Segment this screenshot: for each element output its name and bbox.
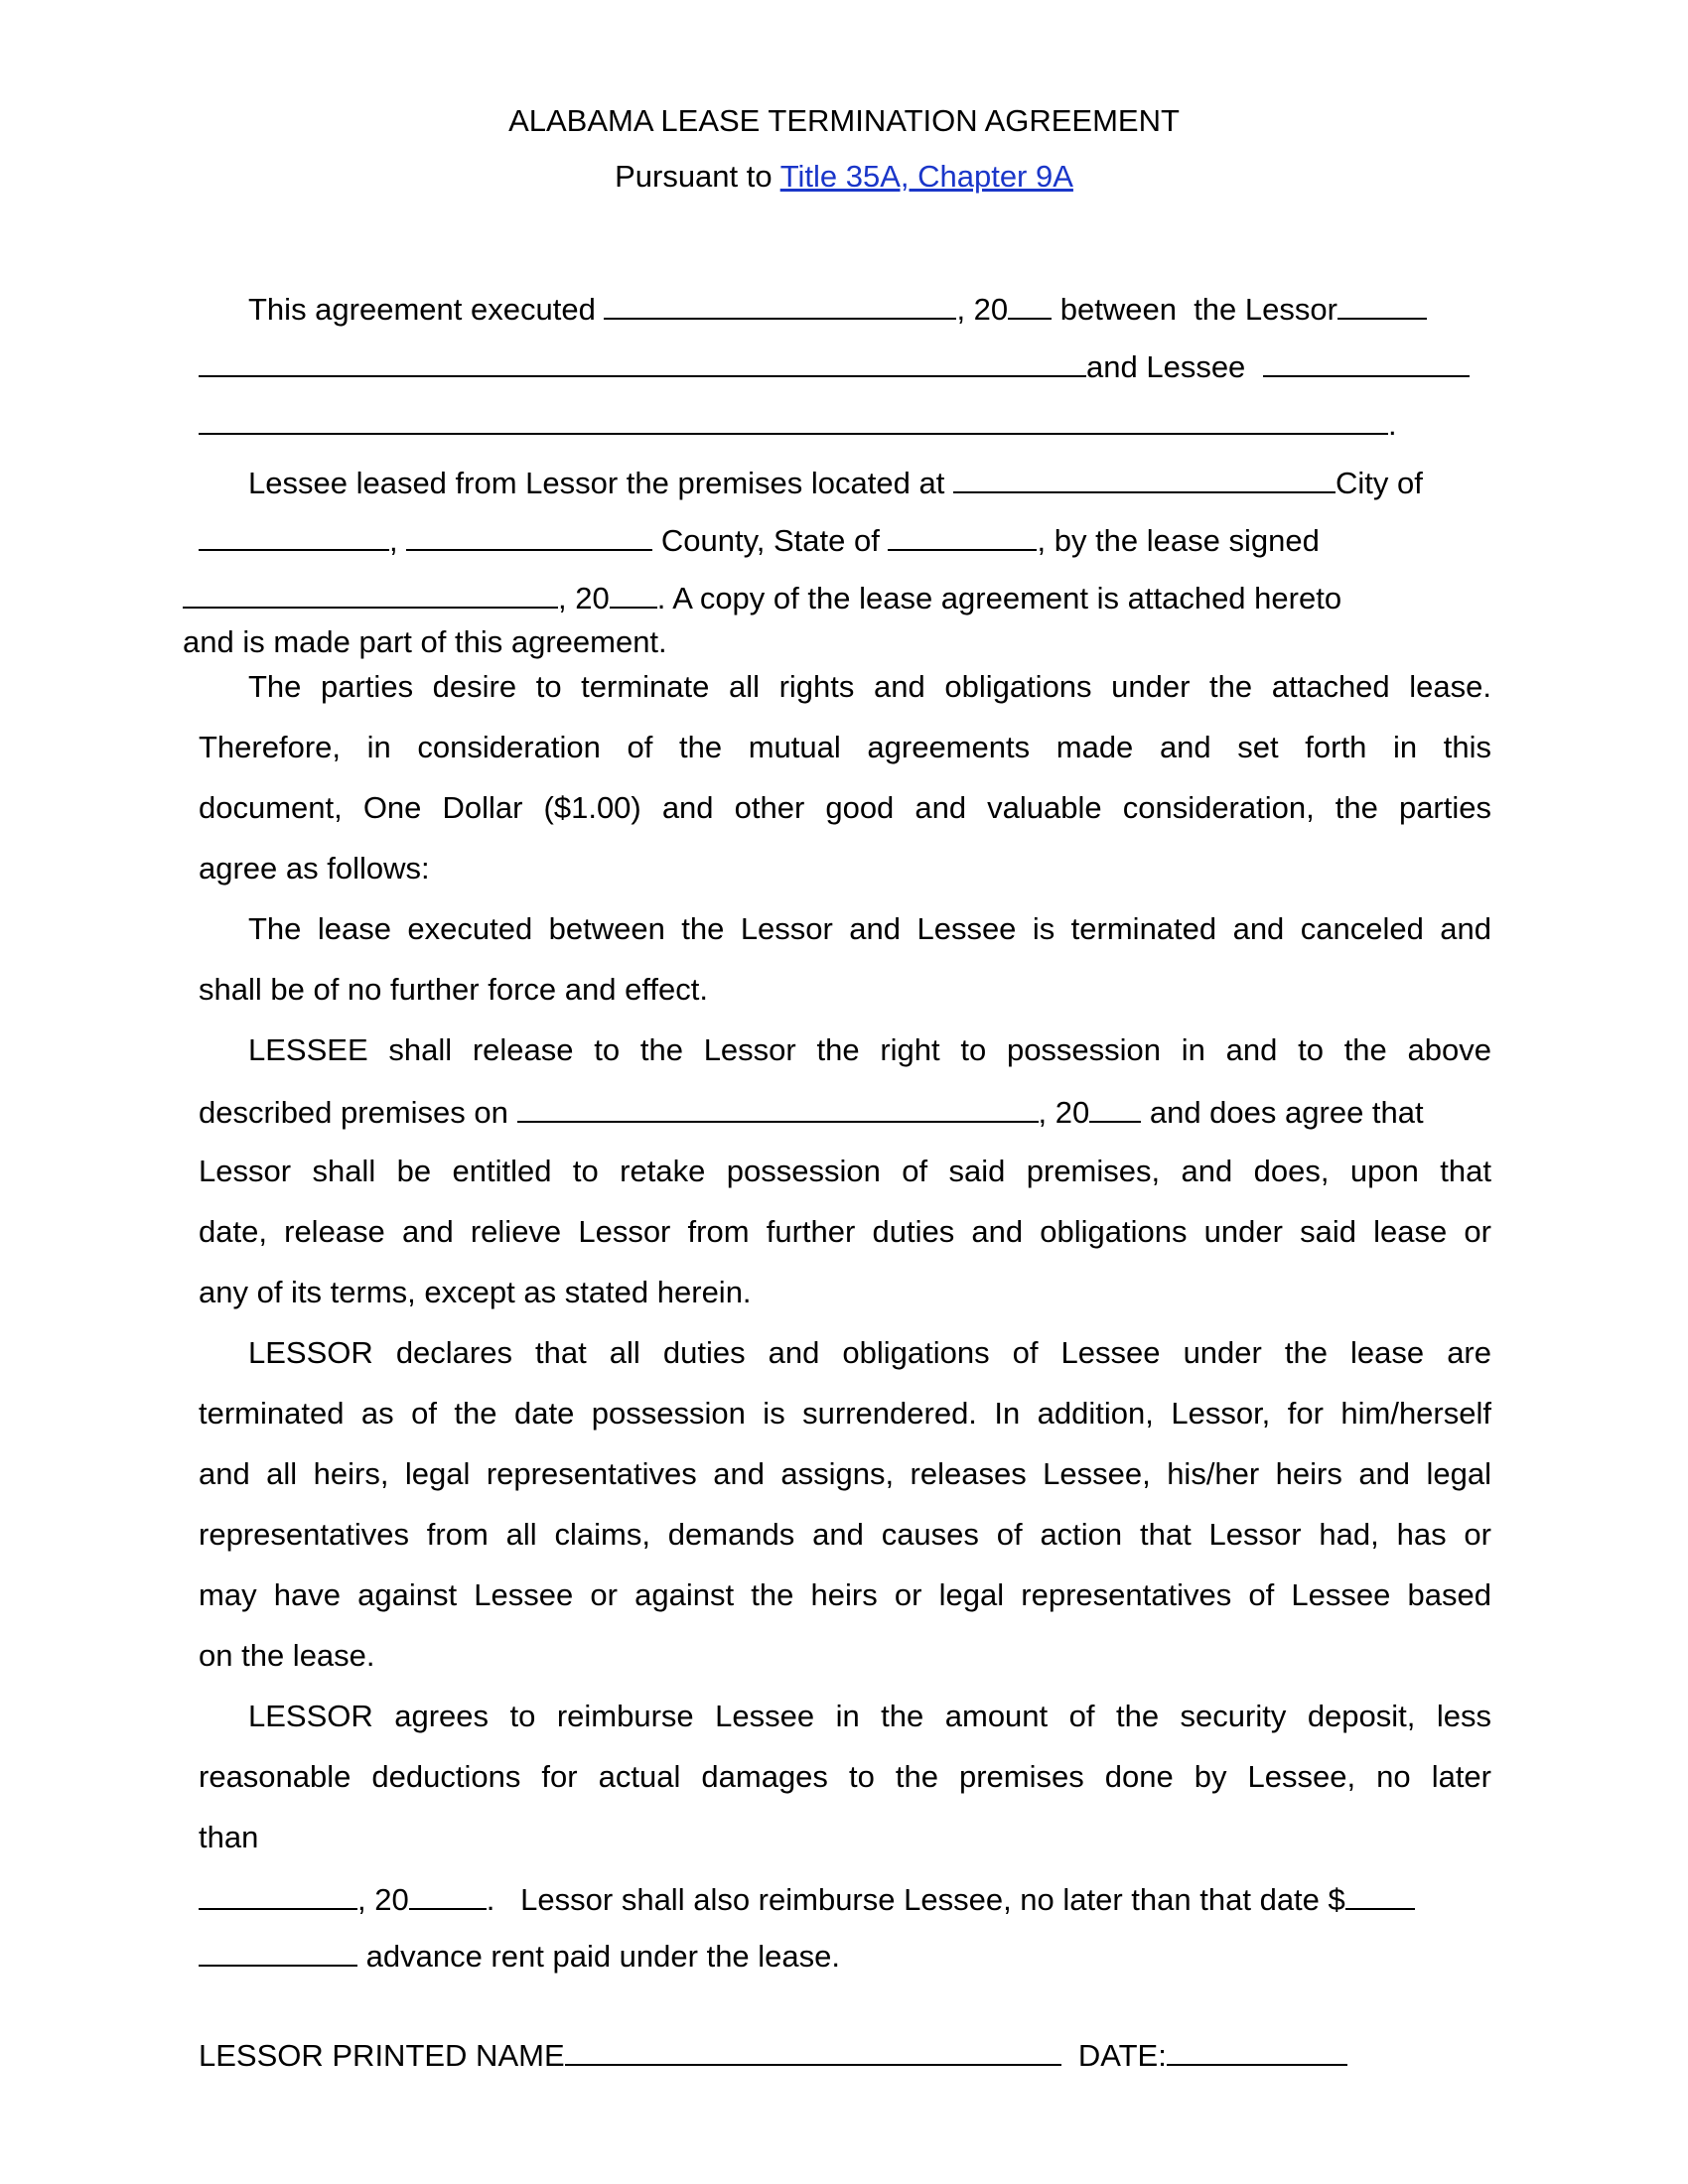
para6-line3: and all heirs, legal representatives and assigns, releases Lessee, his/her heirs and legal — [199, 1456, 1491, 1491]
para2-line2 — [199, 523, 1320, 556]
lessor-printed-name-label: LESSOR PRINTED NAME — [199, 2038, 565, 2073]
para5-line4: date, release and relieve Lessor from further duties and obligations under said lease or — [199, 1214, 1491, 1249]
para5-year-prefix: , 20 — [1038, 1095, 1090, 1130]
para1-lessee-label: and Lessee — [1086, 349, 1246, 384]
reimburse-date-blank[interactable] — [199, 1882, 357, 1910]
date-blank[interactable] — [1167, 2038, 1347, 2066]
para5-line1: LESSEE shall release to the Lessor the right to possession in and to the above — [248, 1032, 1491, 1067]
para2-line4: and is made part of this agreement. — [183, 624, 667, 659]
para2-line1 — [248, 466, 1423, 498]
county-blank[interactable] — [406, 523, 652, 551]
para1-text-a: This agreement executed — [248, 292, 596, 327]
para7-line2: reasonable deductions for actual damages to the premises done by Lessee, no later — [199, 1759, 1491, 1794]
document-subtitle — [0, 159, 1688, 195]
para5-line5: any of its terms, except as stated herein. — [199, 1275, 752, 1309]
reimburse-year-blank[interactable] — [409, 1882, 487, 1910]
para3-line4: agree as follows: — [199, 851, 430, 886]
execution-year-blank[interactable] — [1008, 292, 1052, 320]
para7-line1: LESSOR agrees to reimburse Lessee in the amount of the security deposit, less — [248, 1699, 1491, 1733]
para2-year-prefix: , 20 — [558, 581, 610, 615]
para6-line5: may have against Lessee or against the heirs or legal representatives of Lessee based — [199, 1577, 1491, 1612]
state-blank[interactable] — [888, 523, 1037, 551]
subtitle-prefix: Pursuant to — [615, 159, 780, 194]
para1-text-b: , 20 — [956, 292, 1009, 327]
lessor-name-blank-start[interactable] — [1337, 292, 1427, 320]
lessee-name-blank[interactable] — [199, 407, 1388, 435]
para7-text-advance-rent: advance rent paid under the lease. — [357, 1939, 841, 1974]
possession-date-blank[interactable] — [517, 1095, 1039, 1123]
lease-signed-year-blank[interactable] — [610, 581, 657, 609]
para2-text-a: Lessee leased from Lessor the premises located at — [248, 466, 945, 500]
lease-signed-date-blank[interactable] — [183, 581, 558, 609]
para2-county-label: County, State of — [652, 523, 889, 558]
execution-date-blank[interactable] — [604, 292, 956, 320]
possession-year-blank[interactable] — [1089, 1095, 1141, 1123]
para7-year-prefix: , 20 — [357, 1882, 409, 1917]
para2-city-label: City of — [1335, 466, 1423, 500]
para3-line3: document, One Dollar ($1.00) and other good and valuable consideration, the parties — [199, 790, 1491, 825]
premises-address-blank[interactable] — [953, 466, 1336, 493]
para1-period: . — [1388, 407, 1397, 442]
para5-text-c: and does agree that — [1141, 1095, 1424, 1130]
date-label: DATE: — [1077, 2038, 1167, 2073]
city-blank[interactable] — [199, 523, 389, 551]
para3-line2: Therefore, in consideration of the mutual agreements made and set forth in this — [199, 730, 1491, 764]
para7-text-b: . Lessor shall also reimburse Lessee, no later than that date $ — [486, 1882, 1345, 1917]
lessor-name-blank[interactable] — [199, 349, 1086, 377]
para1-line1 — [248, 292, 1427, 325]
para4-line2: shall be of no further force and effect. — [199, 972, 708, 1007]
para1-line2 — [199, 349, 1470, 382]
statute-link[interactable]: Title 35A, Chapter 9A — [779, 159, 1073, 194]
para5-line3: Lessor shall be entitled to retake possession of said premises, and does, upon that — [199, 1154, 1491, 1188]
para7-line5 — [199, 1939, 840, 1972]
para1-line3 — [199, 407, 1397, 440]
para1-text-c: between the Lessor — [1052, 292, 1337, 327]
para6-line2: terminated as of the date possession is surrendered. In addition, Lessor, for him/herself — [199, 1396, 1491, 1431]
advance-rent-amount-blank-start[interactable] — [1345, 1882, 1415, 1910]
para2-text-attached: . A copy of the lease agreement is attached hereto — [656, 581, 1342, 615]
para4-line1: The lease executed between the Lessor and Lessee is terminated and canceled and — [248, 911, 1491, 946]
para6-line4: representatives from all claims, demands and causes of action that Lessor had, has or — [199, 1517, 1491, 1552]
para5-text-a: described premises on — [199, 1095, 508, 1130]
signature-row — [199, 2038, 1347, 2071]
para6-line1: LESSOR declares that all duties and obligations of Lessee under the lease are — [248, 1335, 1491, 1370]
para2-line3 — [183, 581, 1341, 614]
document-title: ALABAMA LEASE TERMINATION AGREEMENT — [508, 103, 1180, 138]
para3-line1: The parties desire to terminate all rights and obligations under the attached lease. — [248, 669, 1491, 704]
para7-line4 — [199, 1882, 1415, 1915]
lessee-name-blank-start[interactable] — [1263, 349, 1470, 377]
para2-lease-signed-label: , by the lease signed — [1037, 523, 1320, 558]
para6-line6: on the lease. — [199, 1638, 375, 1673]
para5-line2 — [199, 1095, 1424, 1128]
para7-line3: than — [199, 1820, 259, 1854]
para2-comma: , — [389, 523, 398, 558]
lessor-printed-name-blank[interactable] — [565, 2038, 1061, 2066]
advance-rent-amount-blank[interactable] — [199, 1939, 357, 1967]
